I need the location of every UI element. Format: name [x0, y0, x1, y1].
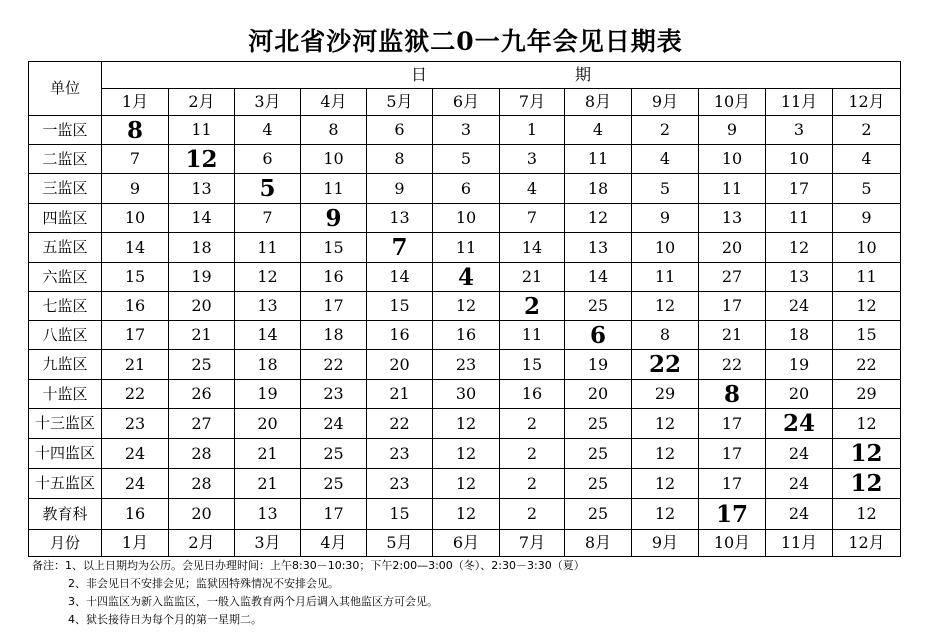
date-cell: 1	[500, 116, 565, 145]
date-cell: 16	[433, 321, 500, 350]
footer-month-cell: 3月	[235, 530, 301, 557]
date-cell: 7	[102, 145, 169, 174]
date-cell: 19	[766, 350, 833, 380]
date-cell: 23	[301, 380, 367, 409]
date-cell: 15	[367, 499, 433, 530]
date-cell: 6	[433, 174, 500, 204]
date-cell: 24	[766, 292, 833, 321]
date-cell: 17	[699, 499, 766, 530]
date-cell: 25	[565, 469, 632, 499]
date-cell: 13	[169, 174, 235, 204]
date-cell: 23	[367, 439, 433, 469]
date-cell: 28	[169, 469, 235, 499]
date-cell: 22	[833, 350, 901, 380]
date-cell: 24	[766, 409, 833, 439]
month-header-cell: 12月	[833, 89, 901, 116]
date-cell: 2	[500, 439, 565, 469]
date-cell: 12	[632, 439, 699, 469]
date-cell: 12	[632, 499, 699, 530]
date-cell: 8	[367, 145, 433, 174]
date-cell: 14	[102, 233, 169, 263]
date-cell: 18	[169, 233, 235, 263]
unit-cell: 十三监区	[29, 409, 102, 439]
date-cell: 17	[699, 409, 766, 439]
date-cell: 5	[433, 145, 500, 174]
footer-month-cell: 8月	[565, 530, 632, 557]
month-header-cell: 5月	[367, 89, 433, 116]
date-cell: 3	[433, 116, 500, 145]
date-cell: 11	[766, 204, 833, 233]
date-cell: 3	[500, 145, 565, 174]
date-cell: 21	[102, 350, 169, 380]
date-cell: 26	[169, 380, 235, 409]
date-cell: 25	[565, 292, 632, 321]
month-header-cell: 8月	[565, 89, 632, 116]
date-cell: 25	[301, 439, 367, 469]
date-cell: 29	[833, 380, 901, 409]
unit-cell: 四监区	[29, 204, 102, 233]
date-cell: 24	[102, 469, 169, 499]
month-header-cell: 7月	[500, 89, 565, 116]
date-cell: 24	[766, 439, 833, 469]
date-cell: 9	[301, 204, 367, 233]
date-cell: 7	[367, 233, 433, 263]
unit-cell: 二监区	[29, 145, 102, 174]
footer-month-cell: 2月	[169, 530, 235, 557]
date-cell: 14	[235, 321, 301, 350]
date-cell: 15	[301, 233, 367, 263]
date-cell: 13	[367, 204, 433, 233]
date-cell: 24	[102, 439, 169, 469]
date-cell: 28	[169, 439, 235, 469]
note-item: 4、狱长接待日为每个月的第一星期二。	[68, 613, 262, 626]
date-cell: 4	[235, 116, 301, 145]
date-cell: 25	[565, 409, 632, 439]
footer-month-cell: 10月	[699, 530, 766, 557]
date-cell: 13	[565, 233, 632, 263]
footer-month-cell: 5月	[367, 530, 433, 557]
date-cell: 23	[367, 469, 433, 499]
date-cell: 11	[565, 145, 632, 174]
date-cell: 15	[500, 350, 565, 380]
footer-month-cell: 1月	[102, 530, 169, 557]
date-cell: 10	[699, 145, 766, 174]
date-cell: 14	[565, 263, 632, 292]
date-cell: 7	[500, 204, 565, 233]
date-cell: 12	[433, 409, 500, 439]
month-header-cell: 3月	[235, 89, 301, 116]
note-item: 备注：1、以上日期均为公历。会见日办理时间：上午8:30－10:30；下午2:00—3:00（冬）、2:30－3:30（夏）	[32, 559, 585, 572]
date-cell: 14	[367, 263, 433, 292]
date-cell: 25	[565, 499, 632, 530]
date-cell: 12	[433, 499, 500, 530]
month-header-cell: 1月	[102, 89, 169, 116]
date-cell: 20	[235, 409, 301, 439]
date-cell: 2	[500, 469, 565, 499]
table-row	[29, 174, 901, 204]
date-cell: 12	[766, 233, 833, 263]
date-cell: 17	[301, 292, 367, 321]
notes	[32, 557, 585, 629]
table-row	[29, 350, 901, 380]
date-cell: 12	[169, 145, 235, 174]
footer-row	[29, 530, 901, 557]
date-cell: 18	[301, 321, 367, 350]
date-cell: 17	[766, 174, 833, 204]
date-cell: 22	[699, 350, 766, 380]
date-cell: 12	[632, 292, 699, 321]
page-title: 河北省沙河监狱二0一九年会见日期表	[248, 27, 683, 56]
date-cell: 27	[169, 409, 235, 439]
date-cell: 13	[235, 292, 301, 321]
date-cell: 12	[833, 439, 901, 469]
date-cell: 10	[833, 233, 901, 263]
date-cell: 10	[301, 145, 367, 174]
schedule-body	[29, 116, 901, 530]
date-cell: 8	[301, 116, 367, 145]
unit-cell: 十五监区	[29, 469, 102, 499]
date-cell: 15	[102, 263, 169, 292]
date-cell: 11	[433, 233, 500, 263]
date-cell: 4	[500, 174, 565, 204]
date-cell: 8	[699, 380, 766, 409]
date-cell: 2	[500, 499, 565, 530]
date-cell: 2	[500, 292, 565, 321]
date-cell: 16	[102, 292, 169, 321]
footer-month-cell: 11月	[766, 530, 833, 557]
date-label: 日	[411, 65, 428, 84]
date-cell: 12	[433, 469, 500, 499]
date-cell: 16	[500, 380, 565, 409]
table-row	[29, 204, 901, 233]
date-cell: 23	[102, 409, 169, 439]
date-cell: 19	[169, 263, 235, 292]
table-row	[29, 116, 901, 145]
date-cell: 15	[833, 321, 901, 350]
date-cell: 12	[833, 469, 901, 499]
period-label: 期	[574, 65, 591, 84]
date-cell: 2	[833, 116, 901, 145]
unit-cell: 五监区	[29, 233, 102, 263]
date-header	[102, 62, 901, 89]
month-header-cell: 4月	[301, 89, 367, 116]
unit-cell: 九监区	[29, 350, 102, 380]
date-cell: 22	[102, 380, 169, 409]
date-cell: 10	[433, 204, 500, 233]
date-cell: 22	[301, 350, 367, 380]
date-cell: 25	[565, 439, 632, 469]
date-cell: 21	[235, 469, 301, 499]
date-cell: 21	[500, 263, 565, 292]
date-cell: 25	[301, 469, 367, 499]
date-cell: 20	[565, 380, 632, 409]
date-cell: 13	[699, 204, 766, 233]
date-cell: 9	[102, 174, 169, 204]
unit-cell: 一监区	[29, 116, 102, 145]
date-cell: 9	[367, 174, 433, 204]
date-cell: 16	[367, 321, 433, 350]
unit-cell: 十监区	[29, 380, 102, 409]
date-cell: 21	[169, 321, 235, 350]
date-cell: 12	[433, 292, 500, 321]
date-cell: 20	[699, 233, 766, 263]
table-row	[29, 233, 901, 263]
note-item: 3、十四监区为新入监监区，一般入监教育两个月后调入其他监区方可会见。	[68, 595, 438, 608]
date-cell: 8	[102, 116, 169, 145]
date-cell: 2	[500, 409, 565, 439]
date-cell: 24	[766, 499, 833, 530]
date-cell: 6	[235, 145, 301, 174]
date-cell: 16	[301, 263, 367, 292]
date-cell: 22	[367, 409, 433, 439]
date-cell: 12	[833, 409, 901, 439]
month-header-cell: 6月	[433, 89, 500, 116]
date-cell: 9	[833, 204, 901, 233]
date-cell: 12	[235, 263, 301, 292]
date-cell: 21	[235, 439, 301, 469]
date-cell: 10	[632, 233, 699, 263]
footer-month-cell: 12月	[833, 530, 901, 557]
date-cell: 9	[632, 204, 699, 233]
date-cell: 11	[169, 116, 235, 145]
date-cell: 3	[766, 116, 833, 145]
date-cell: 10	[766, 145, 833, 174]
date-cell: 4	[565, 116, 632, 145]
table-row	[29, 409, 901, 439]
date-cell: 13	[766, 263, 833, 292]
month-header-cell: 11月	[766, 89, 833, 116]
date-cell: 19	[235, 380, 301, 409]
date-cell: 20	[169, 499, 235, 530]
date-cell: 5	[632, 174, 699, 204]
table-row	[29, 145, 901, 174]
date-cell: 16	[102, 499, 169, 530]
date-cell: 29	[632, 380, 699, 409]
date-cell: 5	[833, 174, 901, 204]
date-cell: 14	[500, 233, 565, 263]
date-cell: 12	[632, 409, 699, 439]
footer-label: 月份	[29, 530, 102, 557]
date-cell: 17	[699, 292, 766, 321]
date-cell: 20	[766, 380, 833, 409]
date-cell: 18	[235, 350, 301, 380]
date-cell: 23	[433, 350, 500, 380]
schedule-table	[28, 61, 901, 557]
date-cell: 5	[235, 174, 301, 204]
date-cell: 25	[169, 350, 235, 380]
date-cell: 12	[632, 469, 699, 499]
date-cell: 11	[235, 233, 301, 263]
date-cell: 4	[433, 263, 500, 292]
date-cell: 30	[433, 380, 500, 409]
date-cell: 10	[102, 204, 169, 233]
date-cell: 6	[565, 321, 632, 350]
date-cell: 14	[169, 204, 235, 233]
date-cell: 12	[833, 292, 901, 321]
date-cell: 17	[301, 499, 367, 530]
date-cell: 2	[632, 116, 699, 145]
date-cell: 21	[699, 321, 766, 350]
month-header-cell: 10月	[699, 89, 766, 116]
note-item: 2、非会见日不安排会见；监狱因特殊情况不安排会见。	[68, 577, 339, 590]
date-cell: 18	[766, 321, 833, 350]
table-row	[29, 469, 901, 499]
date-cell: 22	[632, 350, 699, 380]
table-row	[29, 263, 901, 292]
date-cell: 27	[699, 263, 766, 292]
date-cell: 12	[433, 439, 500, 469]
month-header-cell: 2月	[169, 89, 235, 116]
date-cell: 11	[500, 321, 565, 350]
table-row	[29, 292, 901, 321]
date-cell: 20	[367, 350, 433, 380]
date-cell: 13	[235, 499, 301, 530]
date-cell: 11	[301, 174, 367, 204]
unit-cell: 六监区	[29, 263, 102, 292]
footer-month-cell: 6月	[433, 530, 500, 557]
date-cell: 11	[699, 174, 766, 204]
table-row	[29, 321, 901, 350]
date-cell: 18	[565, 174, 632, 204]
date-cell: 12	[833, 499, 901, 530]
month-header-cell: 9月	[632, 89, 699, 116]
date-cell: 15	[367, 292, 433, 321]
unit-cell: 七监区	[29, 292, 102, 321]
date-cell: 4	[632, 145, 699, 174]
unit-cell: 教育科	[29, 499, 102, 530]
table-row	[29, 439, 901, 469]
footer-month-cell: 4月	[301, 530, 367, 557]
date-cell: 11	[632, 263, 699, 292]
date-cell: 7	[235, 204, 301, 233]
unit-cell: 三监区	[29, 174, 102, 204]
date-cell: 11	[833, 263, 901, 292]
unit-header: 单位	[29, 62, 102, 116]
date-cell: 17	[699, 469, 766, 499]
date-cell: 24	[301, 409, 367, 439]
date-cell: 17	[699, 439, 766, 469]
date-cell: 9	[699, 116, 766, 145]
date-cell: 12	[565, 204, 632, 233]
date-cell: 4	[833, 145, 901, 174]
footer-month-cell: 9月	[632, 530, 699, 557]
date-cell: 21	[367, 380, 433, 409]
date-cell: 8	[632, 321, 699, 350]
date-cell: 24	[766, 469, 833, 499]
date-cell: 20	[169, 292, 235, 321]
unit-cell: 八监区	[29, 321, 102, 350]
table-row	[29, 499, 901, 530]
month-header-row	[29, 89, 901, 116]
table-row	[29, 380, 901, 409]
date-cell: 6	[367, 116, 433, 145]
footer-month-cell: 7月	[500, 530, 565, 557]
unit-cell: 十四监区	[29, 439, 102, 469]
date-cell: 19	[565, 350, 632, 380]
date-cell: 17	[102, 321, 169, 350]
